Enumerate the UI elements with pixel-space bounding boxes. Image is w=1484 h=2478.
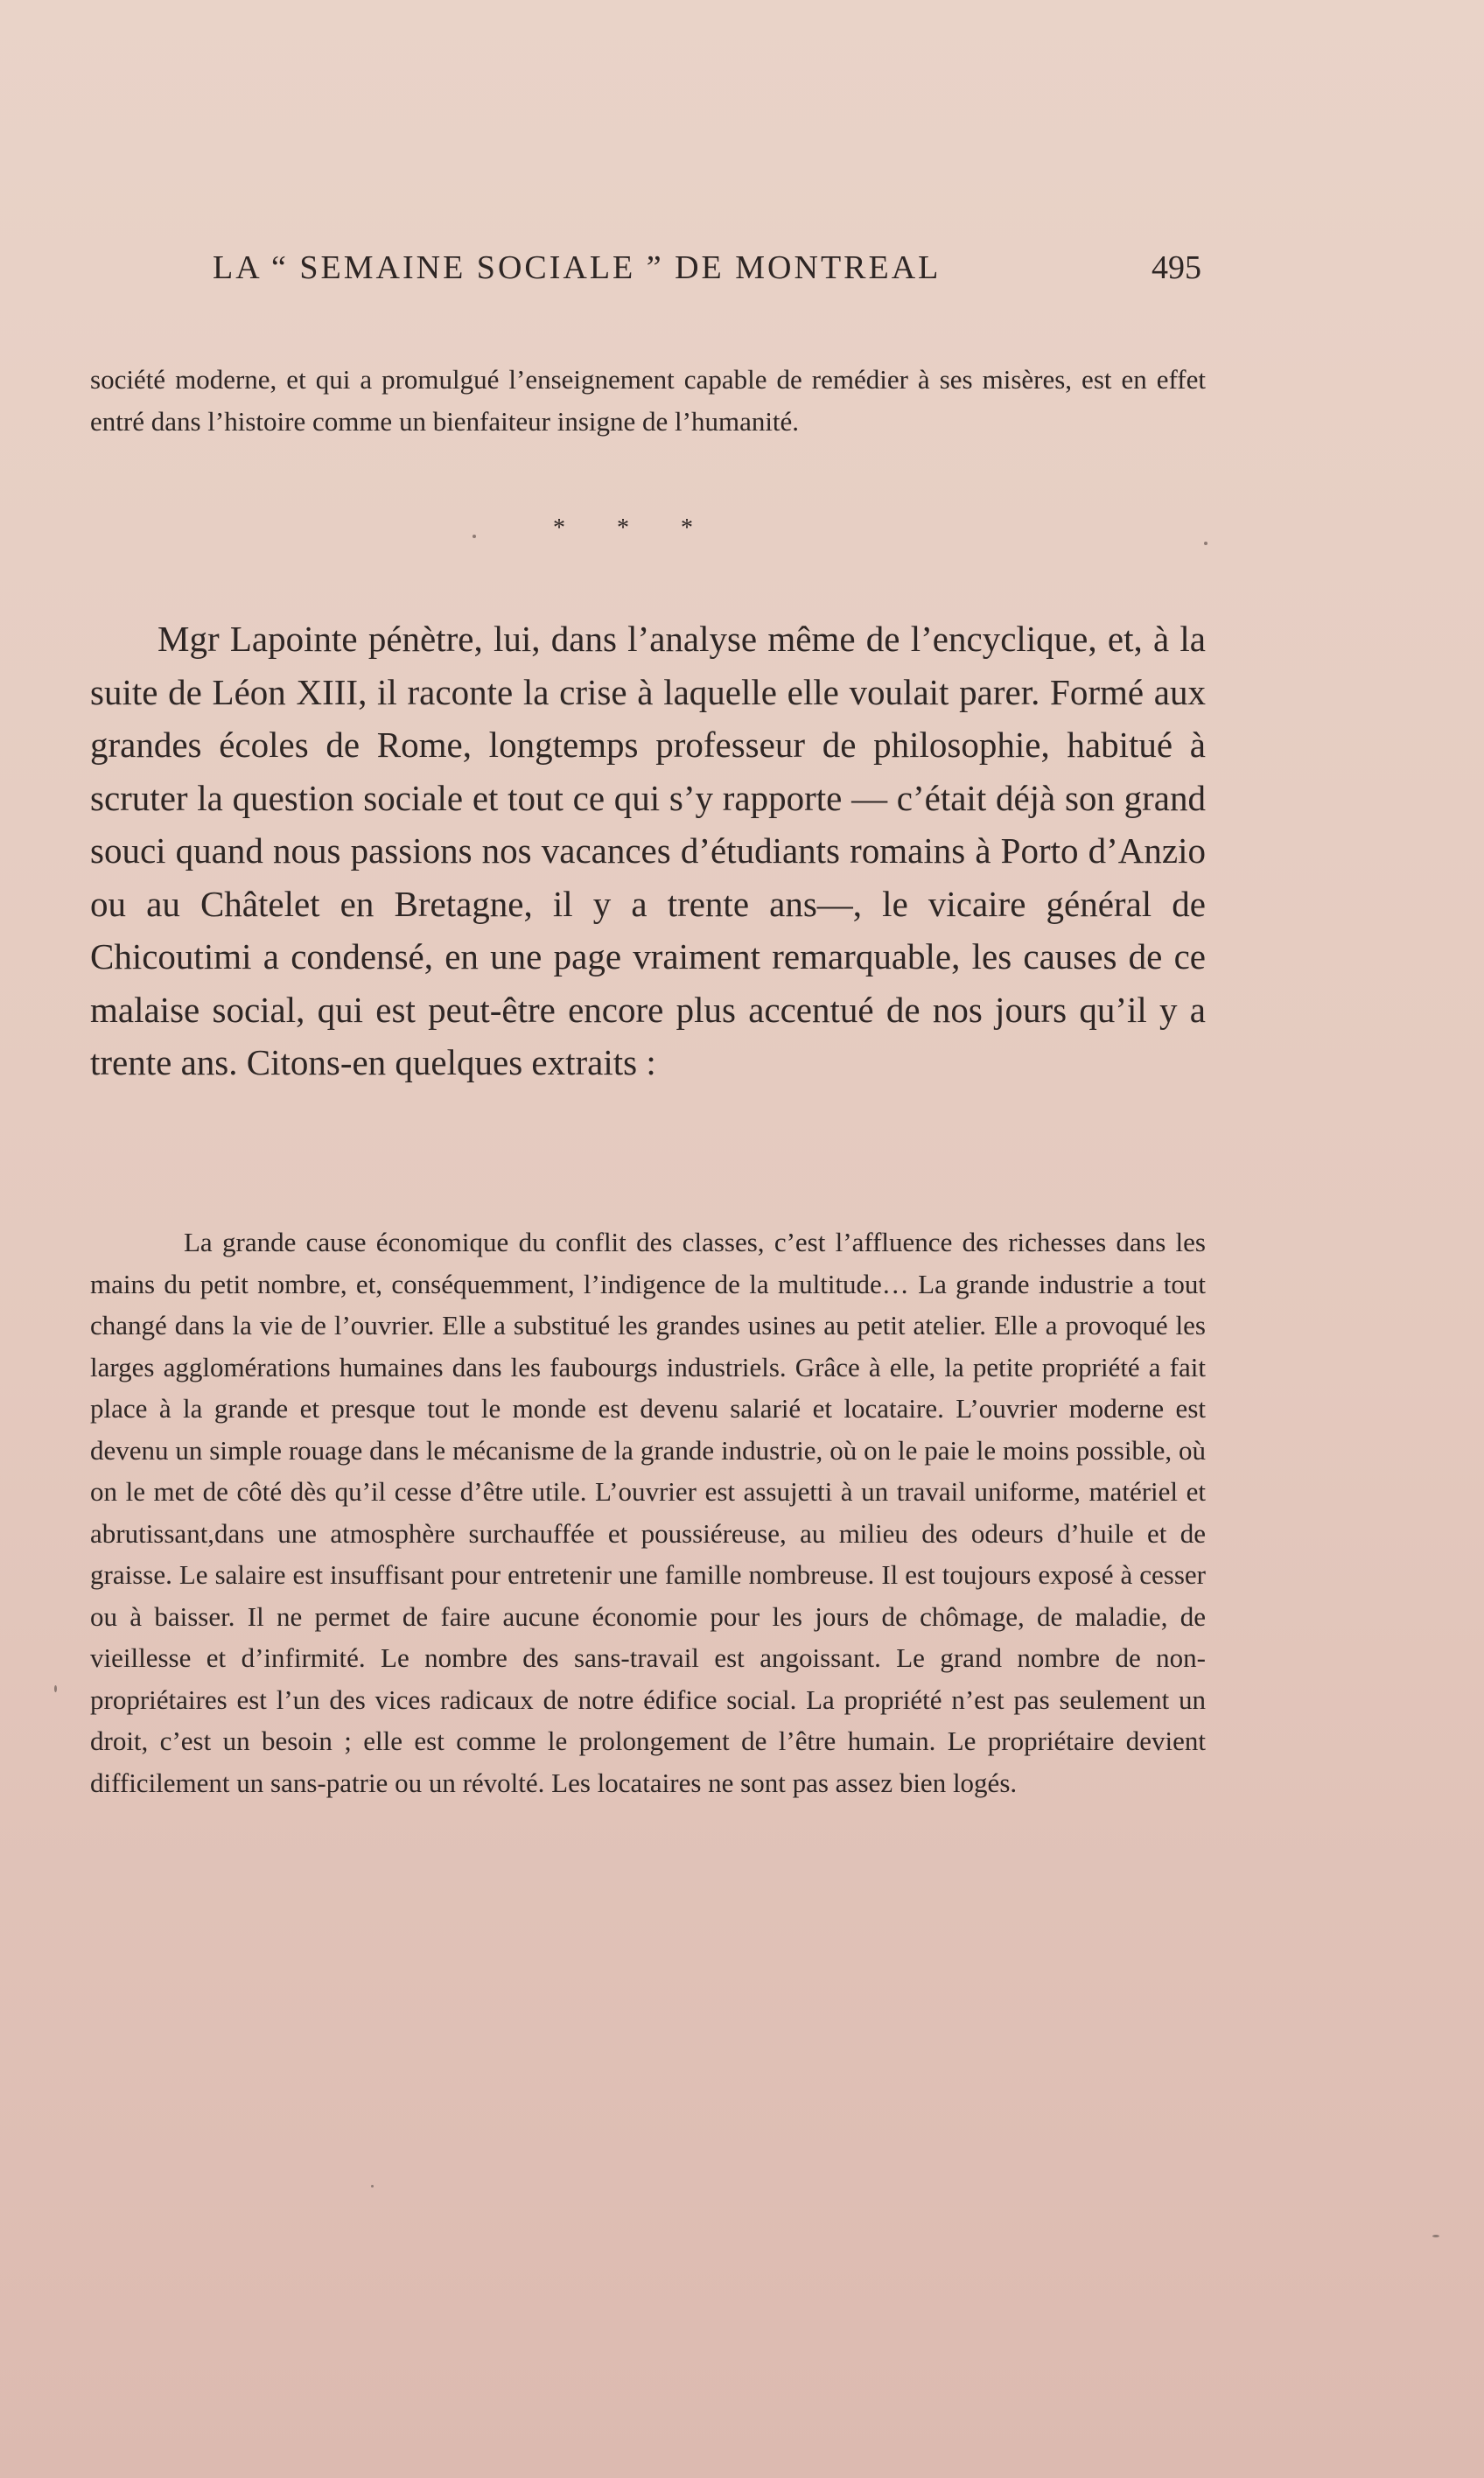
- paper-speck: [472, 535, 476, 538]
- paper-speck: [54, 1685, 57, 1692]
- quoted-extract: La grande cause économique du conflit des classes, c’est l’affluence des richesses dans les mains du petit nombre, et, conséquemment, l’indigence de la multitude… La grande industrie a tout changé dans la vie de l’ouvrier. Elle a substitué les grandes usines au petit atelier. Elle a provoqué les larges agglomérations humaines dans les faubourgs industriels. Grâce à elle, la petite propriété a fait place à la grande et presque tout le monde est devenu salarié et locataire. L’ouvrier moderne est devenu un simple rouage dans le mécanisme de la grande industrie, où on le paie le moins possible, où on le met de côté dès qu’il cesse d’être utile. L’ouvrier est assujetti à un travail uniforme, matériel et abrutissant,dans une atmosphère surchauffée et poussiéreuse, au milieu des odeurs d’huile et de graisse. Le salaire est insuffisant pour entretenir une famille nombreuse. Il est toujours exposé à cesser ou à baisser. Il ne permet de faire aucune économie pour les jours de chômage, de maladie, de vieillesse et d’infirmité. Le nombre des sans-travail est angoissant. Le grand nombre de non-propriétaires est l’un des vices radicaux de notre édifice social. La propriété n’est pas seulement un droit, c’est un besoin ; elle est comme le prolongement de l’être humain. Le propriétaire devient difficilement un sans-patrie ou un révolté. Les locataires ne sont pas assez bien logés.: [90, 1227, 1206, 1798]
- paper-speck: [1432, 2235, 1439, 2237]
- paper-speck: [1204, 542, 1208, 545]
- paper-speck: [371, 2185, 374, 2188]
- page-number: 495: [1152, 249, 1201, 286]
- running-head: [213, 248, 1201, 292]
- main-paragraph: Mgr Lapointe pénètre, lui, dans l’analyse même de l’encyclique, et, à la suite de Léon XIII, il raconte la crise à laquelle elle voulait parer. Formé aux grandes écoles de Rome, longtemps professeur de philosophie, habitué à scruter la question sociale et tout ce qui s’y rapporte — c’était déjà son grand souci quand nous passions nos vacances d’étudiants romains à Porto d’Anzio ou au Châtelet en Bretagne, il y a trente ans—, le vicaire général de Chicoutimi a condensé, en une page vraiment remarquable, les causes de ce malaise social, qui est peut-être encore plus accentué de nos jours qu’il y a trente ans. Citons-en quelques extraits :: [90, 619, 1206, 1082]
- section-separator: * * *: [553, 514, 716, 542]
- running-title: LA “ SEMAINE SOCIALE ” DE MONTREAL: [213, 249, 942, 286]
- intro-paragraph: société moderne, et qui a promulgué l’enseignement capable de remédier à ses misères, est en effet entré dans l’histoire comme un bienfaiteur insigne de l’humanité.: [90, 364, 1206, 437]
